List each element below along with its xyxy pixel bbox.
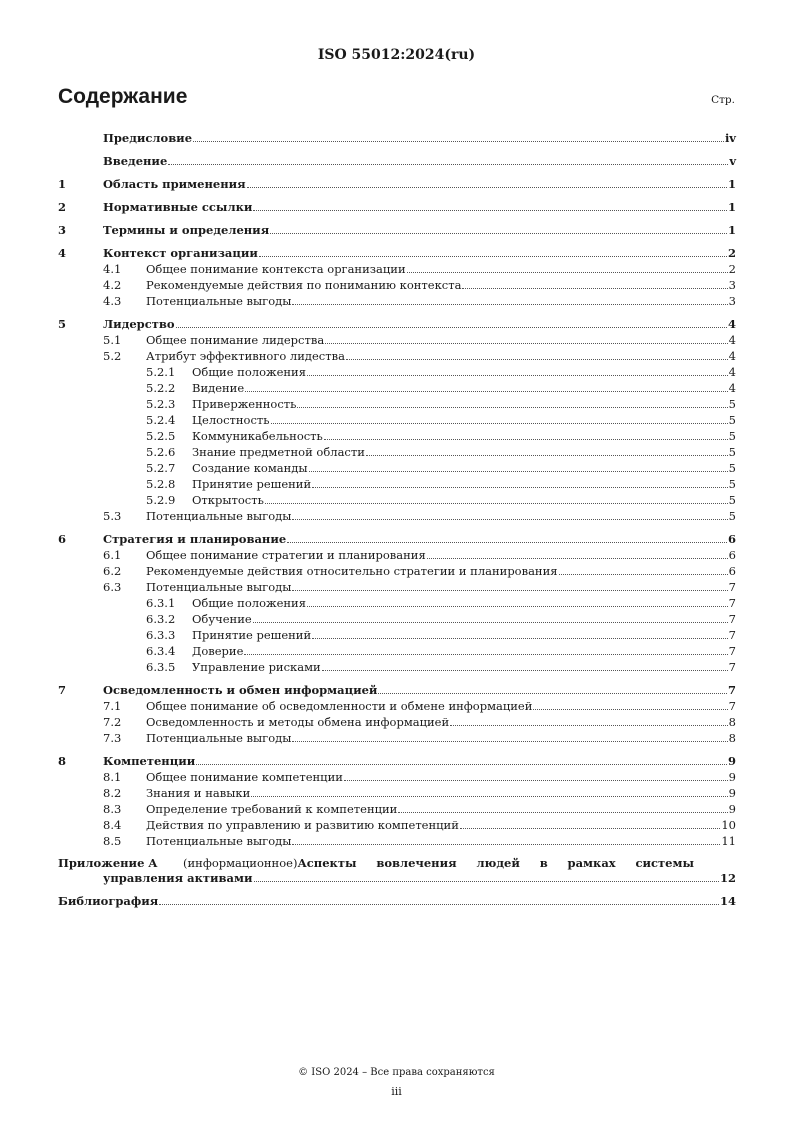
toc-entry-number: 5.3 bbox=[103, 509, 122, 523]
toc-entry-title: Коммуникабельность bbox=[192, 429, 323, 443]
toc-entry-page: 9 bbox=[728, 786, 736, 800]
toc-entry-number: 8.2 bbox=[103, 786, 122, 800]
bibliography-page: 14 bbox=[719, 894, 736, 908]
copyright-notice: © ISO 2024 – Все права сохраняются bbox=[298, 1067, 495, 1078]
toc-entry-number: 5.2.6 bbox=[146, 445, 176, 459]
toc-entry-page: 7 bbox=[728, 612, 736, 626]
toc-entry-title: Потенциальные выгоды bbox=[146, 834, 292, 848]
toc-entry-number: 5.2.7 bbox=[146, 461, 176, 475]
toc-entry-title: Действия по управлению и развитию компетенций bbox=[146, 818, 459, 832]
toc-entry[interactable] bbox=[58, 730, 736, 746]
dot-leader bbox=[265, 502, 728, 504]
toc-entry[interactable] bbox=[58, 714, 736, 730]
toc-entry-number: 5 bbox=[58, 317, 67, 331]
toc-entry-page: 1 bbox=[727, 177, 736, 191]
toc-entry-number: 5.2 bbox=[103, 349, 122, 363]
toc-entry[interactable] bbox=[58, 476, 736, 492]
dot-leader bbox=[324, 438, 728, 440]
dot-leader bbox=[193, 140, 724, 142]
dot-leader bbox=[309, 470, 728, 472]
toc-entry-page: 5 bbox=[728, 493, 736, 507]
dot-leader bbox=[245, 390, 728, 392]
toc-entry-page: 6 bbox=[728, 548, 736, 562]
toc-entry-number: 6.3.3 bbox=[146, 628, 176, 642]
dot-leader bbox=[159, 903, 719, 905]
toc-entry-page: 3 bbox=[728, 294, 736, 308]
toc-entry-page: 9 bbox=[728, 770, 736, 784]
toc-entry-number: 8.5 bbox=[103, 834, 122, 848]
toc-entry-page: iv bbox=[724, 131, 736, 145]
dot-leader bbox=[270, 232, 727, 234]
toc-entry-page: 3 bbox=[728, 278, 736, 292]
dot-leader bbox=[450, 724, 728, 726]
toc-entry-page: 8 bbox=[728, 715, 736, 729]
toc-entry-page: 1 bbox=[727, 223, 736, 237]
toc-entry[interactable] bbox=[58, 412, 736, 428]
toc-entry-page: 2 bbox=[727, 246, 736, 260]
dot-leader bbox=[259, 255, 727, 257]
toc-entry[interactable] bbox=[58, 682, 736, 698]
dot-leader bbox=[292, 589, 727, 591]
toc-entry-number: 6.3.5 bbox=[146, 660, 176, 674]
toc-entry-title: Определение требований к компетенции bbox=[146, 802, 398, 816]
dot-leader bbox=[460, 827, 720, 829]
toc-entry-title: Общие положения bbox=[192, 365, 306, 379]
toc-entry-title: Общее понимание компетенции bbox=[146, 770, 343, 784]
dot-leader bbox=[292, 843, 720, 845]
toc-entry-title: Общее понимание об осведомленности и обмене информацией bbox=[146, 699, 533, 713]
toc-entry-title: Доверие bbox=[192, 644, 244, 658]
toc-entry[interactable] bbox=[58, 222, 736, 238]
toc-entry-number: 7 bbox=[58, 683, 67, 697]
toc-annex-entry[interactable] bbox=[58, 856, 736, 886]
dot-leader bbox=[254, 880, 719, 882]
toc-entry-title: Управление рисками bbox=[192, 660, 321, 674]
toc-entry-number: 5.2.9 bbox=[146, 493, 176, 507]
dot-leader bbox=[168, 163, 728, 165]
toc-entry-page: 2 bbox=[728, 262, 736, 276]
toc-entry-number: 6.3.2 bbox=[146, 612, 176, 626]
toc-entry[interactable] bbox=[58, 785, 736, 801]
toc-entry[interactable] bbox=[58, 444, 736, 460]
toc-entry[interactable] bbox=[58, 817, 736, 833]
page-column-label: Стр. bbox=[711, 94, 735, 106]
dot-leader bbox=[462, 287, 727, 289]
dot-leader bbox=[292, 518, 727, 520]
toc-entry[interactable] bbox=[58, 153, 736, 169]
dot-leader bbox=[287, 541, 727, 543]
toc-entry-page: 9 bbox=[728, 802, 736, 816]
toc-entry-number: 5.2.1 bbox=[146, 365, 176, 379]
toc-entry-page: 4 bbox=[728, 381, 736, 395]
dot-leader bbox=[292, 303, 727, 305]
dot-leader bbox=[253, 209, 727, 211]
toc-entry-page: 9 bbox=[727, 754, 736, 768]
toc-entry[interactable] bbox=[58, 176, 736, 192]
toc-entry[interactable] bbox=[58, 801, 736, 817]
toc-entry-page: 7 bbox=[728, 580, 736, 594]
annex-page: 12 bbox=[719, 871, 736, 885]
toc-entry-title: Термины и определения bbox=[103, 223, 270, 237]
toc-entry-page: 7 bbox=[728, 660, 736, 674]
bibliography-title: Библиография bbox=[58, 894, 159, 908]
toc-entry-page: 10 bbox=[721, 818, 736, 832]
dot-leader bbox=[559, 573, 728, 575]
annex-note: (информационное) bbox=[183, 856, 298, 870]
annex-line-1 bbox=[58, 856, 736, 871]
toc-entry-page: v bbox=[729, 154, 736, 168]
toc-entry[interactable] bbox=[58, 199, 736, 215]
toc-entry[interactable] bbox=[58, 563, 736, 579]
dot-leader bbox=[344, 779, 728, 781]
toc-entry-page: 5 bbox=[728, 477, 736, 491]
dot-leader bbox=[325, 342, 728, 344]
dot-leader bbox=[271, 422, 728, 424]
toc-entry-title: Атрибут эффективного лидества bbox=[146, 349, 345, 363]
annex-title-line-1 bbox=[183, 856, 736, 871]
toc-entry-page: 5 bbox=[728, 445, 736, 459]
toc-entry-number: 6 bbox=[58, 532, 67, 546]
toc-entry-title: Видение bbox=[192, 381, 245, 395]
toc-entry-number: 8.1 bbox=[103, 770, 122, 784]
dot-leader bbox=[378, 692, 727, 694]
document-id-header: ISO 55012:2024(ru) bbox=[317, 47, 476, 63]
toc-entry-title: Потенциальные выгоды bbox=[146, 731, 292, 745]
toc-entry-page: 6 bbox=[728, 564, 736, 578]
dot-leader bbox=[307, 374, 728, 376]
toc-entry-number: 5.2.3 bbox=[146, 397, 176, 411]
toc-entry-page: 11 bbox=[721, 834, 736, 848]
dot-leader bbox=[297, 406, 727, 408]
toc-entry-title: Стратегия и планирование bbox=[103, 532, 287, 546]
toc-entry[interactable] bbox=[58, 643, 736, 659]
toc-entry-number: 6.1 bbox=[103, 548, 122, 562]
toc-entry-page: 5 bbox=[728, 397, 736, 411]
toc-entry[interactable] bbox=[58, 348, 736, 364]
toc-entry-page: 7 bbox=[728, 699, 736, 713]
toc-entry[interactable] bbox=[58, 579, 736, 595]
dot-leader bbox=[247, 186, 727, 188]
toc-entry-page: 1 bbox=[727, 200, 736, 214]
dot-leader bbox=[398, 811, 727, 813]
toc-entry-page: 7 bbox=[728, 628, 736, 642]
toc-entry-title: Принятие решений bbox=[192, 628, 312, 642]
toc-entry[interactable] bbox=[58, 753, 736, 769]
toc-entry-title: Общее понимание контекста организации bbox=[146, 262, 406, 276]
dot-leader bbox=[346, 358, 728, 360]
toc-entry-number: 4.2 bbox=[103, 278, 122, 292]
toc-entry-page: 4 bbox=[728, 365, 736, 379]
toc-entry-title: Область применения bbox=[103, 177, 246, 191]
toc-entry-number: 3 bbox=[58, 223, 67, 237]
toc-bibliography-entry[interactable] bbox=[58, 893, 736, 909]
toc-entry-title: Общее понимание лидерства bbox=[146, 333, 325, 347]
toc-entry[interactable] bbox=[58, 364, 736, 380]
toc-entry-page: 7 bbox=[728, 644, 736, 658]
page-number: iii bbox=[391, 1085, 402, 1098]
toc-entry-number: 4 bbox=[58, 246, 67, 260]
toc-entry-page: 7 bbox=[728, 596, 736, 610]
toc-entry-title: Знания и навыки bbox=[146, 786, 251, 800]
toc-entry-number: 6.2 bbox=[103, 564, 122, 578]
toc-entry-title: Принятие решений bbox=[192, 477, 312, 491]
annex-title-part-2: управления активами bbox=[103, 871, 253, 885]
dot-leader bbox=[366, 454, 728, 456]
toc-entry-title: Рекомендуемые действия по пониманию контекста bbox=[146, 278, 462, 292]
toc-title: Содержание bbox=[58, 85, 188, 108]
toc-entry-number: 8 bbox=[58, 754, 67, 768]
toc-entry-title: Введение bbox=[103, 154, 168, 168]
toc-entry-title: Открытость bbox=[192, 493, 264, 507]
toc-entry[interactable] bbox=[58, 698, 736, 714]
toc-entry-number: 7.2 bbox=[103, 715, 122, 729]
toc-entry-page: 8 bbox=[728, 731, 736, 745]
toc-entry-title: Создание команды bbox=[192, 461, 308, 475]
toc-entry-page: 5 bbox=[728, 509, 736, 523]
toc-entry[interactable] bbox=[58, 428, 736, 444]
toc-entry-title: Потенциальные выгоды bbox=[146, 294, 292, 308]
toc-entry-number: 5.2.2 bbox=[146, 381, 176, 395]
toc-entry-number: 6.3 bbox=[103, 580, 122, 594]
toc-entry[interactable] bbox=[58, 277, 736, 293]
toc-entry-number: 6.3.4 bbox=[146, 644, 176, 658]
toc-entry[interactable] bbox=[58, 245, 736, 261]
toc-entry-number: 5.2.5 bbox=[146, 429, 176, 443]
toc-entry[interactable] bbox=[58, 611, 736, 627]
toc-entry-page: 4 bbox=[727, 317, 736, 331]
toc-entry-title: Общие положения bbox=[192, 596, 306, 610]
toc-entry-title: Потенциальные выгоды bbox=[146, 580, 292, 594]
toc-entry[interactable] bbox=[58, 130, 736, 146]
toc-entry-number: 8.3 bbox=[103, 802, 122, 816]
toc-entry-title: Обучение bbox=[192, 612, 252, 626]
toc-entry[interactable] bbox=[58, 595, 736, 611]
toc-entry-number: 7.3 bbox=[103, 731, 122, 745]
toc-entry-number: 5.2.8 bbox=[146, 477, 176, 491]
table-of-contents bbox=[58, 130, 736, 909]
toc-entry[interactable] bbox=[58, 396, 736, 412]
toc-entry-title: Рекомендуемые действия относительно стратегии и планирования bbox=[146, 564, 558, 578]
dot-leader bbox=[322, 669, 728, 671]
toc-entry-title: Компетенции bbox=[103, 754, 196, 768]
dot-leader bbox=[533, 708, 727, 710]
toc-entry[interactable] bbox=[58, 332, 736, 348]
toc-entry[interactable] bbox=[58, 492, 736, 508]
toc-entry-title: Лидерство bbox=[103, 317, 175, 331]
toc-entry[interactable] bbox=[58, 627, 736, 643]
toc-entry[interactable] bbox=[58, 659, 736, 675]
toc-entry-title: Знание предметной области bbox=[192, 445, 365, 459]
toc-entry-page: 6 bbox=[727, 532, 736, 546]
toc-entry-title: Осведомленность и обмен информацией bbox=[103, 683, 378, 697]
toc-entry[interactable] bbox=[58, 531, 736, 547]
toc-entry[interactable] bbox=[58, 833, 736, 849]
annex-line-2 bbox=[58, 871, 736, 886]
toc-entry-title: Целостность bbox=[192, 413, 270, 427]
annex-label: Приложение A bbox=[58, 856, 158, 870]
toc-entry-title: Осведомленность и методы обмена информацией bbox=[146, 715, 450, 729]
dot-leader bbox=[253, 621, 728, 623]
dot-leader bbox=[427, 557, 728, 559]
toc-entry-title: Общее понимание стратегии и планирования bbox=[146, 548, 426, 562]
toc-entry-number: 6.3.1 bbox=[146, 596, 176, 610]
toc-entry-page: 5 bbox=[728, 461, 736, 475]
toc-entry-number: 1 bbox=[58, 177, 67, 191]
toc-entry-page: 5 bbox=[728, 429, 736, 443]
dot-leader bbox=[312, 486, 728, 488]
toc-entry-number: 7.1 bbox=[103, 699, 122, 713]
toc-entry-number: 4.3 bbox=[103, 294, 122, 308]
dot-leader bbox=[307, 605, 728, 607]
toc-entry[interactable] bbox=[58, 508, 736, 524]
toc-entry-number: 5.1 bbox=[103, 333, 122, 347]
toc-entry-number: 2 bbox=[58, 200, 67, 214]
toc-entry-title: Приверженность bbox=[192, 397, 297, 411]
toc-entry[interactable] bbox=[58, 380, 736, 396]
toc-entry[interactable] bbox=[58, 316, 736, 332]
toc-entry-title: Контекст организации bbox=[103, 246, 258, 260]
toc-entry-page: 4 bbox=[728, 333, 736, 347]
toc-entry-page: 5 bbox=[728, 413, 736, 427]
dot-leader bbox=[176, 326, 727, 328]
toc-entry-title: Нормативные ссылки bbox=[103, 200, 253, 214]
toc-entry-title: Предисловие bbox=[103, 131, 193, 145]
toc-entry-page: 4 bbox=[728, 349, 736, 363]
dot-leader bbox=[196, 763, 727, 765]
dot-leader bbox=[244, 653, 727, 655]
dot-leader bbox=[407, 271, 728, 273]
toc-entry-number: 5.2.4 bbox=[146, 413, 176, 427]
toc-entry-number: 8.4 bbox=[103, 818, 122, 832]
toc-entry-page: 7 bbox=[727, 683, 736, 697]
toc-entry[interactable] bbox=[58, 547, 736, 563]
toc-entry-title: Потенциальные выгоды bbox=[146, 509, 292, 523]
annex-title-part-1: Аспекты вовлечения людей в рамках системы bbox=[297, 856, 694, 870]
dot-leader bbox=[251, 795, 727, 797]
toc-entry[interactable] bbox=[58, 261, 736, 277]
dot-leader bbox=[292, 740, 727, 742]
toc-entry-number: 4.1 bbox=[103, 262, 122, 276]
dot-leader bbox=[312, 637, 728, 639]
toc-entry[interactable] bbox=[58, 769, 736, 785]
toc-entry[interactable] bbox=[58, 293, 736, 309]
toc-entry[interactable] bbox=[58, 460, 736, 476]
